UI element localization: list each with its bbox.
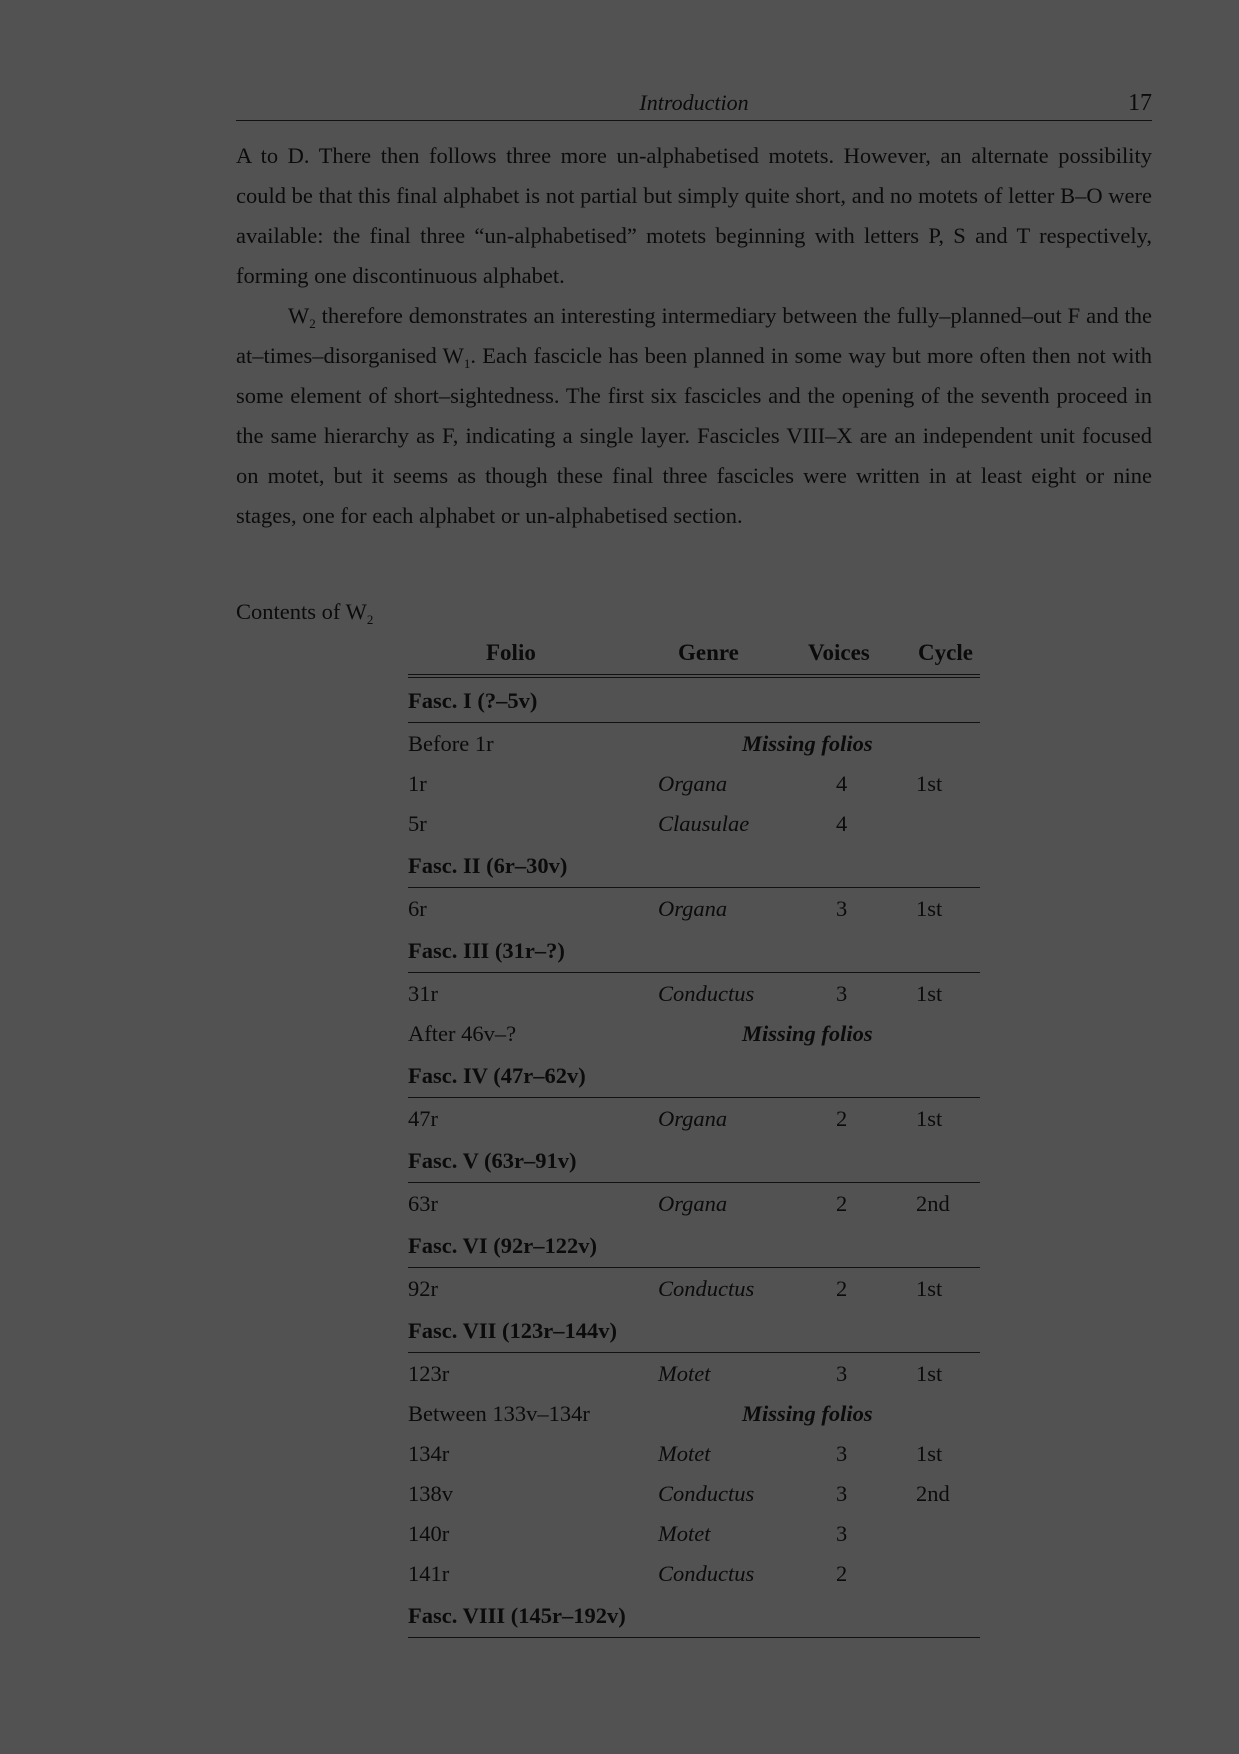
cell-voices: 4: [836, 771, 848, 796]
cell-folio: 6r: [408, 896, 427, 921]
cell-folio: 134r: [408, 1441, 450, 1466]
cell-genre: Conductus: [658, 1481, 755, 1506]
table-caption: [236, 592, 373, 632]
paragraph-2-text-b: . Each fascicle has been planned in some way but more often then not with some element of short–sightedness. The first six fascicles and the opening of the seventh proceed in the same hierarchy as F, indicating a single layer. Fascicles VIII–X are an independent unit focused on motet, but it seems as though these final three fascicles were written in at least eight or nine stages, one for each alphabet or un-alphabetised section.: [236, 343, 1152, 528]
fascicle-heading-row: [408, 1223, 980, 1268]
fascicle-title: Fasc. VIII (145r–192v): [408, 1603, 626, 1628]
cell-missing-folios: Missing folios: [742, 1021, 873, 1046]
running-head: [236, 88, 1152, 121]
table-body: [408, 678, 980, 1638]
header-genre: Genre: [678, 640, 739, 665]
running-head-title: Introduction: [639, 90, 749, 115]
cell-genre: Motet: [658, 1441, 711, 1466]
cell-folio: 5r: [408, 811, 427, 836]
cell-genre: Motet: [658, 1521, 711, 1546]
header-cycle: Cycle: [918, 640, 973, 665]
cell-genre: Conductus: [658, 981, 755, 1006]
contents-table: [408, 634, 980, 1638]
cell-voices: 3: [836, 1521, 848, 1546]
cell-genre: Conductus: [658, 1276, 755, 1301]
cell-folio: 63r: [408, 1191, 438, 1216]
cell-cycle: 1st: [916, 771, 943, 796]
cell-cycle: 1st: [916, 896, 943, 921]
table-row: [408, 803, 980, 843]
w-subscript: 1: [463, 356, 471, 371]
fascicle-heading-row: [408, 1053, 980, 1098]
cell-folio: 140r: [408, 1521, 450, 1546]
cell-missing-folios: Missing folios: [742, 1401, 873, 1426]
table-row: [408, 723, 980, 763]
caption-subscript: 2: [366, 612, 374, 627]
cell-folio: 31r: [408, 981, 438, 1006]
cell-voices: 4: [836, 811, 848, 836]
cell-genre: Organa: [658, 896, 728, 921]
fascicle-title: Fasc. VII (123r–144v): [408, 1318, 617, 1343]
cell-genre: Conductus: [658, 1561, 755, 1586]
fascicle-title: Fasc. VI (92r–122v): [408, 1233, 597, 1258]
cell-voices: 3: [836, 1361, 848, 1386]
fascicle-title: Fasc. I (?–5v): [408, 688, 538, 713]
caption-text: Contents of W: [236, 599, 367, 624]
cell-cycle: 1st: [916, 981, 943, 1006]
cell-missing-folios: Missing folios: [742, 731, 873, 756]
cell-genre: Motet: [658, 1361, 711, 1386]
cell-genre: Organa: [658, 1191, 728, 1216]
fascicle-title: Fasc. V (63r–91v): [408, 1148, 577, 1173]
table-row: [408, 1183, 980, 1223]
cell-cycle: 1st: [916, 1276, 943, 1301]
paragraph-1: A to D. There then follows three more un-alphabetised motets. However, an alternate possibility could be that this final alphabet is not partial but simply quite short, and no motets of letter B–O were available: the final three “un-alphabetised” motets beginning with letters P, S and T respectively, forming one discontinuous alphabet.: [236, 143, 1152, 288]
cell-voices: 2: [836, 1106, 848, 1131]
cell-cycle: 2nd: [916, 1191, 950, 1216]
w-subscript: 2: [309, 316, 316, 331]
cell-genre: Organa: [658, 771, 728, 796]
table-row: [408, 1553, 980, 1593]
cell-voices: 2: [836, 1276, 848, 1301]
header-folio: Folio: [486, 640, 536, 665]
table-row: [408, 1513, 980, 1553]
paragraph-2-text-a: therefore demonstrates an interesting intermediary between the fully–planned–out F and the at–times–disorganised W: [236, 303, 1152, 368]
body-text: [236, 136, 1152, 536]
cell-cycle: 2nd: [916, 1481, 950, 1506]
table-row: [408, 1268, 980, 1308]
cell-cycle: 1st: [916, 1361, 943, 1386]
fascicle-heading-row: [408, 1593, 980, 1638]
cell-folio: Before 1r: [408, 731, 494, 756]
cell-folio: After 46v–?: [408, 1021, 517, 1046]
fascicle-heading-row: [408, 678, 980, 723]
fascicle-title: Fasc. III (31r–?): [408, 938, 565, 963]
w-symbol: W: [288, 303, 310, 328]
fascicle-heading-row: [408, 1138, 980, 1183]
fascicle-heading-row: [408, 928, 980, 973]
table-row: [408, 1473, 980, 1513]
table-row: [408, 888, 980, 928]
fascicle-heading-row: [408, 1308, 980, 1353]
page-number: 17: [1128, 90, 1152, 116]
table-row: [408, 1098, 980, 1138]
cell-folio: 92r: [408, 1276, 438, 1301]
cell-folio: Between 133v–134r: [408, 1401, 590, 1426]
table-row: [408, 1393, 980, 1433]
cell-voices: 3: [836, 896, 848, 921]
fascicle-title: Fasc. II (6r–30v): [408, 853, 568, 878]
cell-folio: 123r: [408, 1361, 450, 1386]
table-header: [408, 634, 980, 678]
table-row: [408, 973, 980, 1013]
paragraph-2: [236, 296, 1152, 536]
cell-voices: 2: [836, 1561, 848, 1586]
cell-cycle: 1st: [916, 1441, 943, 1466]
cell-voices: 2: [836, 1191, 848, 1216]
cell-folio: 138v: [408, 1481, 453, 1506]
fascicle-title: Fasc. IV (47r–62v): [408, 1063, 586, 1088]
table-row: [408, 1353, 980, 1393]
fascicle-heading-row: [408, 843, 980, 888]
cell-voices: 3: [836, 1441, 848, 1466]
cell-folio: 1r: [408, 771, 427, 796]
table-row: [408, 1433, 980, 1473]
cell-genre: Clausulae: [658, 811, 750, 836]
cell-folio: 141r: [408, 1561, 450, 1586]
cell-folio: 47r: [408, 1106, 438, 1131]
cell-voices: 3: [836, 981, 848, 1006]
table-row: [408, 1013, 980, 1053]
header-voices: Voices: [808, 640, 870, 665]
cell-voices: 3: [836, 1481, 848, 1506]
cell-cycle: 1st: [916, 1106, 943, 1131]
cell-genre: Organa: [658, 1106, 728, 1131]
table-row: [408, 763, 980, 803]
